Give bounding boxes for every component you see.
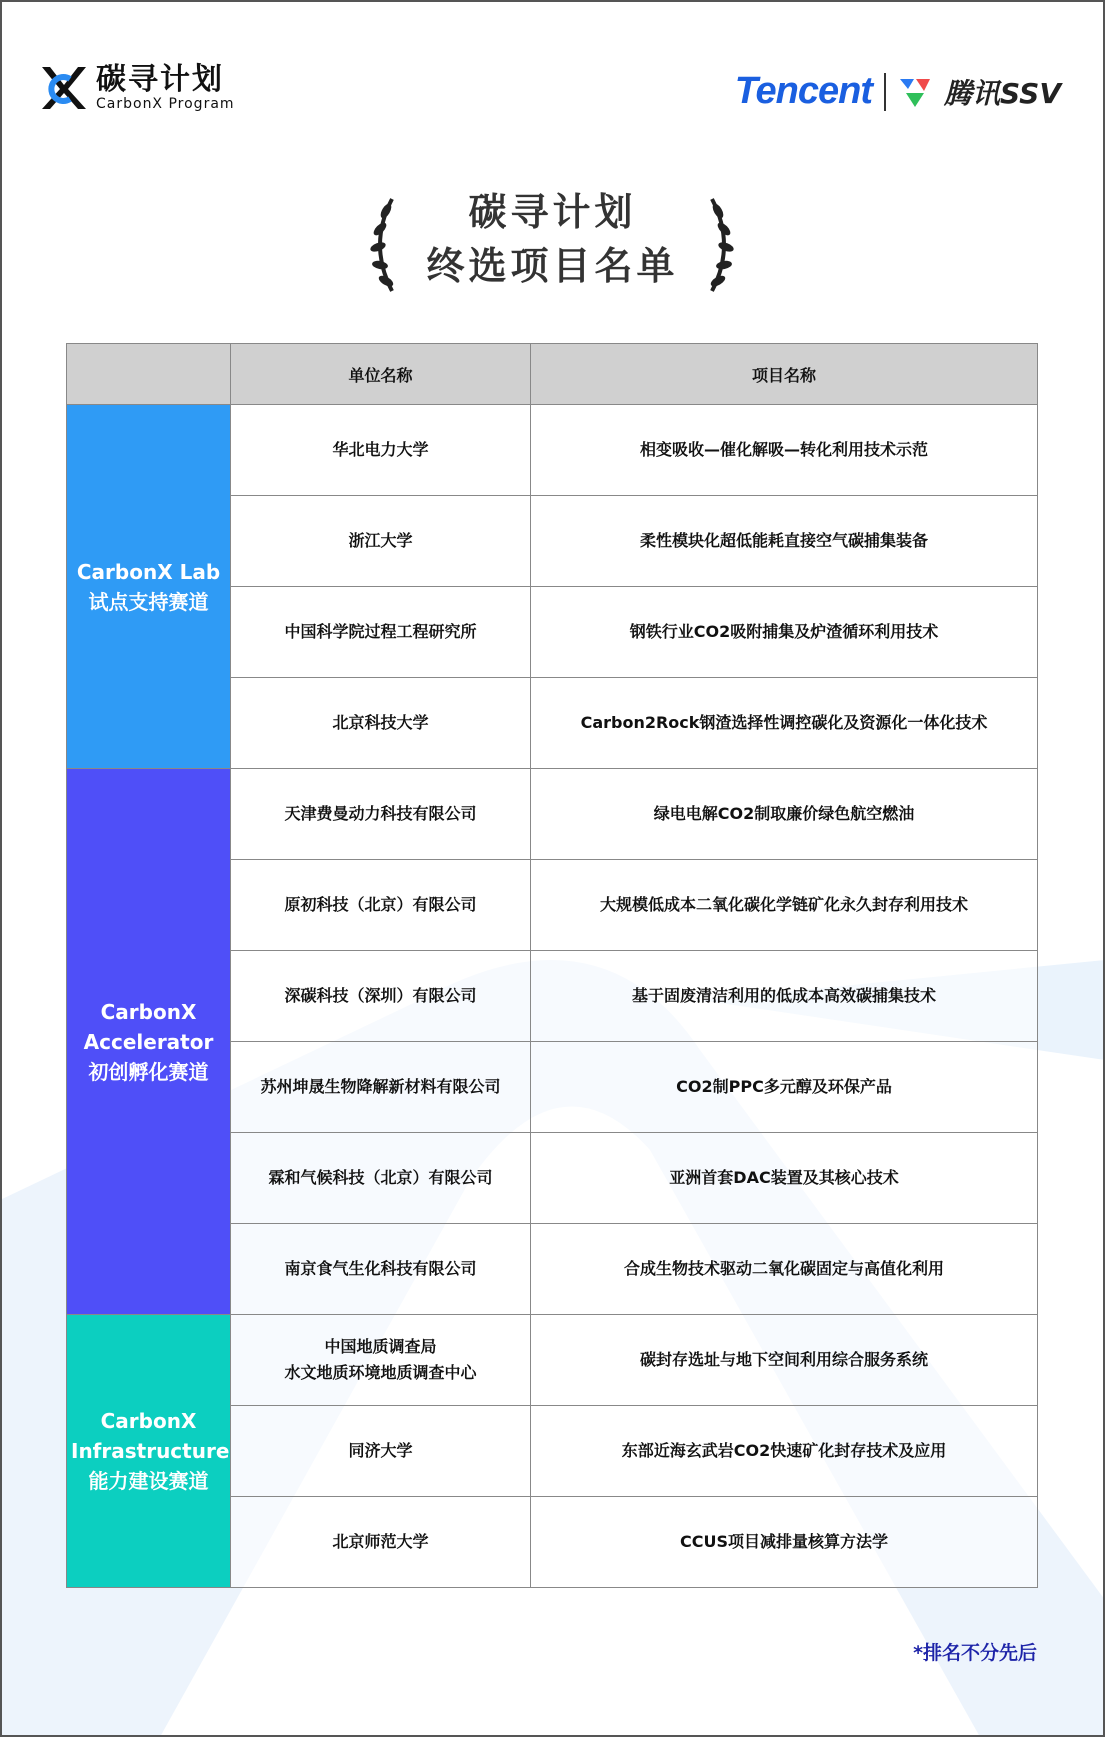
org-cell: 华北电力大学 — [231, 405, 531, 496]
carbonx-logo — [40, 64, 235, 112]
table-row — [67, 405, 1038, 496]
org-cell: 苏州坤晟生物降解新材料有限公司 — [231, 1042, 531, 1133]
logo-cn-text: 碳寻计划 — [96, 62, 224, 97]
project-cell: 钢铁行业CO2吸附捕集及炉渣循环利用技术 — [531, 587, 1038, 678]
org-cell: 天津费曼动力科技有限公司 — [231, 769, 531, 860]
org-cell: 霖和气候科技（北京）有限公司 — [231, 1133, 531, 1224]
project-cell: CO2制PPC多元醇及环保产品 — [531, 1042, 1038, 1133]
project-cell: CCUS项目减排量核算方法学 — [531, 1497, 1038, 1588]
header-track — [67, 344, 231, 405]
table-row — [67, 769, 1038, 860]
title-line-1: 碳寻计划 — [468, 190, 637, 234]
page-title — [0, 185, 1105, 293]
track-cell — [67, 405, 231, 769]
carbonx-x-icon — [40, 65, 88, 111]
project-cell: 亚洲首套DAC装置及其核心技术 — [531, 1133, 1038, 1224]
project-cell: 绿电电解CO2制取廉价绿色航空燃油 — [531, 769, 1038, 860]
header-org: 单位名称 — [231, 344, 531, 405]
project-cell: 大规模低成本二氧化碳化学链矿化永久封存利用技术 — [531, 860, 1038, 951]
finalist-table — [66, 343, 1038, 1588]
ssv-logo-text: 腾讯SSV — [943, 76, 1061, 110]
table-row — [67, 1315, 1038, 1406]
track-cell — [67, 769, 231, 1315]
track-cn: 能力建设赛道 — [88, 1469, 209, 1493]
track-en: CarbonX Lab — [76, 559, 221, 584]
project-cell: 碳封存选址与地下空间利用综合服务系统 — [531, 1315, 1038, 1406]
org-cell: 南京食气生化科技有限公司 — [231, 1224, 531, 1315]
project-cell: 基于固废清洁利用的低成本高效碳捕集技术 — [531, 951, 1038, 1042]
project-cell: 合成生物技术驱动二氧化碳固定与高值化利用 — [531, 1224, 1038, 1315]
logo-en-text: CarbonX Program — [96, 96, 235, 112]
org-cell: 原初科技（北京）有限公司 — [231, 860, 531, 951]
title-line-2: 终选项目名单 — [426, 244, 679, 288]
org-cell: 北京师范大学 — [231, 1497, 531, 1588]
ssv-logo-icon — [898, 75, 932, 109]
divider — [884, 73, 886, 111]
header-project: 项目名称 — [531, 344, 1038, 405]
org-cell: 中国科学院过程工程研究所 — [231, 587, 531, 678]
org-cell: 深碳科技（深圳）有限公司 — [231, 951, 531, 1042]
org-cell: 浙江大学 — [231, 496, 531, 587]
org-cell: 北京科技大学 — [231, 678, 531, 769]
org-cell: 中国地质调查局 水文地质环境地质调查中心 — [231, 1315, 531, 1406]
project-cell: Carbon2Rock钢渣选择性调控碳化及资源化一体化技术 — [531, 678, 1038, 769]
track-cn: 试点支持赛道 — [88, 589, 209, 614]
project-cell: 东部近海玄武岩CO2快速矿化封存技术及应用 — [531, 1406, 1038, 1497]
track-en: CarbonX Infrastructure — [71, 1409, 230, 1463]
track-cell — [67, 1315, 231, 1588]
track-en: CarbonX Accelerator — [83, 999, 214, 1054]
track-cn: 初创孵化赛道 — [88, 1059, 209, 1084]
partner-logos — [735, 70, 1061, 113]
org-cell: 同济大学 — [231, 1406, 531, 1497]
footnote: *排名不分先后 — [913, 1642, 1037, 1664]
project-cell: 相变吸收—催化解吸—转化利用技术示范 — [531, 405, 1038, 496]
tencent-logo: Tencent — [734, 70, 872, 112]
project-cell: 柔性模块化超低能耗直接空气碳捕集装备 — [531, 496, 1038, 587]
